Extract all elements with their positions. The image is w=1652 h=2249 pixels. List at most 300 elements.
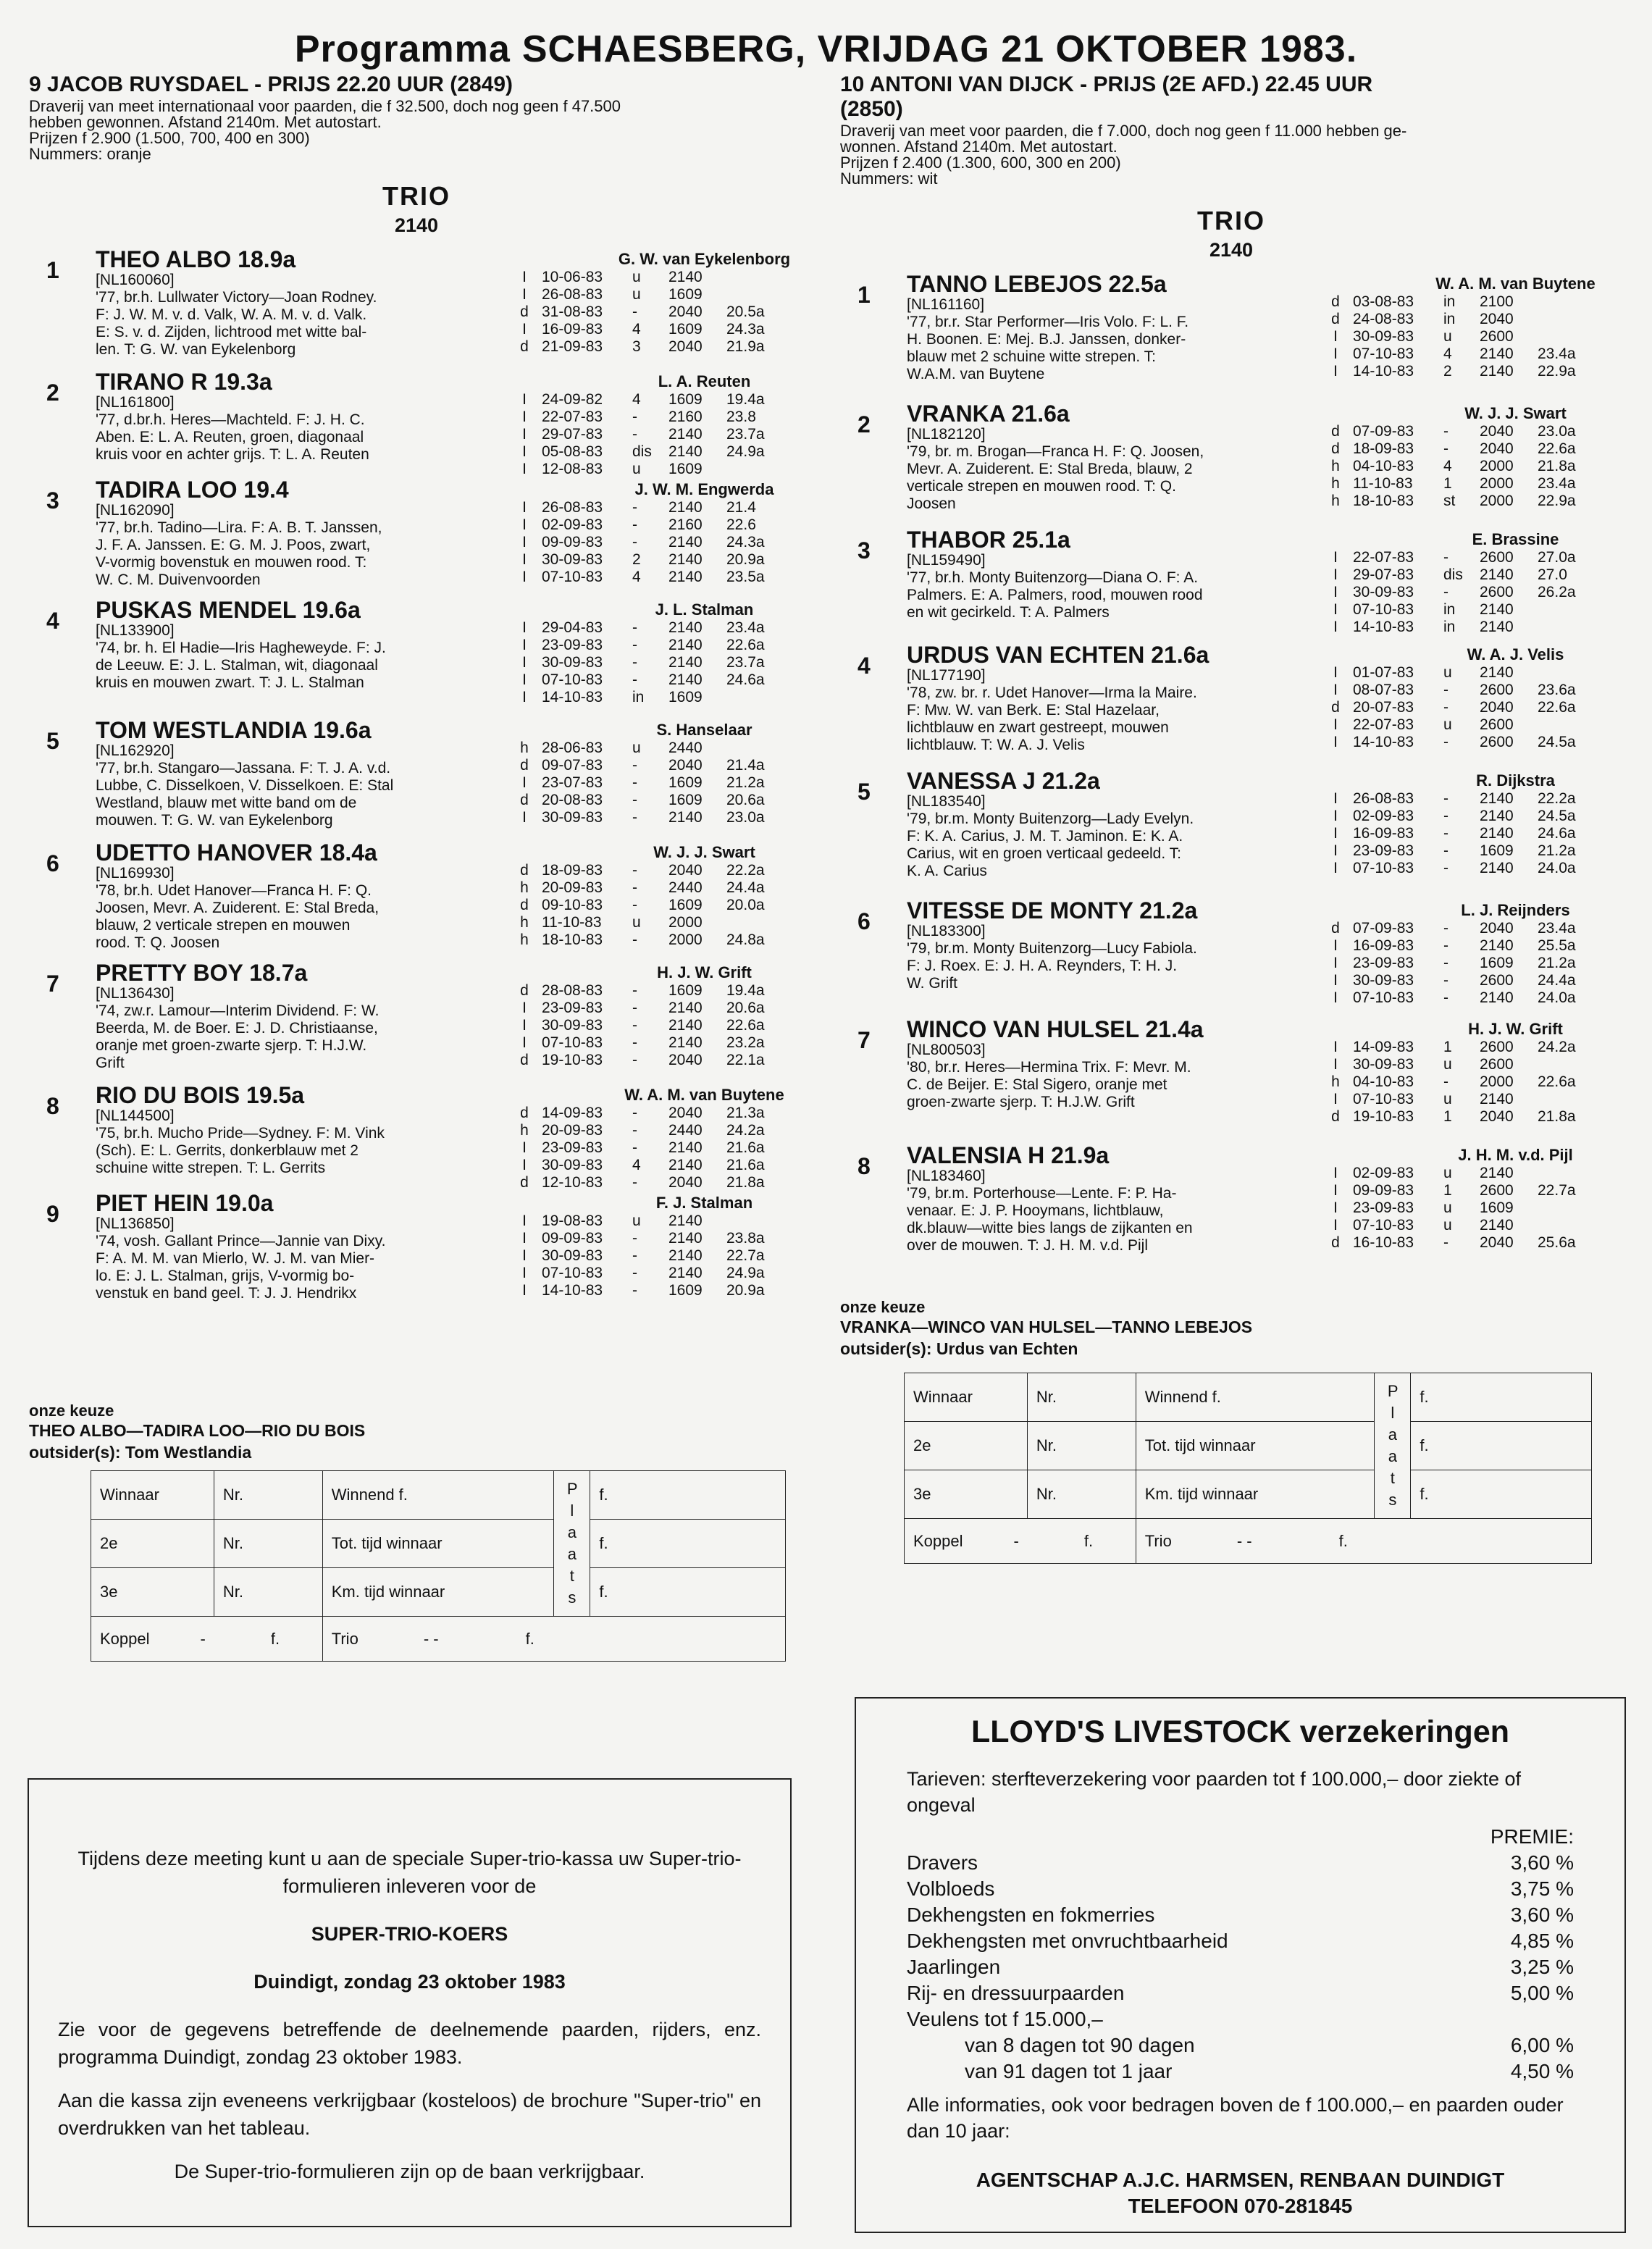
premie-row [907, 2006, 1574, 2032]
race-history-row [507, 1247, 792, 1265]
race-history-row [507, 1265, 792, 1282]
track-code: h [1331, 475, 1340, 492]
race-10-description [840, 123, 1630, 187]
horse-detail-line: '77, br.h. Lullwater Victory—Joan Rodney. [96, 289, 377, 306]
horse-info [907, 272, 1334, 383]
race-history-row [1318, 1182, 1603, 1199]
horse-trainer: R. Dijkstra [1476, 771, 1555, 790]
race-time: 22.2a [726, 862, 765, 879]
horse-detail-line: '77, br.h. Monty Buitenzorg—Diana O. F: A. [907, 569, 1199, 586]
race-date: 22-07-83 [542, 409, 603, 425]
track-code: I [522, 516, 527, 533]
race-place: 4 [1443, 458, 1452, 474]
horse-info [96, 1083, 523, 1177]
race-distance: 2040 [1480, 423, 1514, 440]
race-date: 22-07-83 [1353, 716, 1414, 733]
horse-detail-line: en wit gecirkeld. T: A. Palmers [907, 604, 1110, 621]
horse-entry [29, 477, 818, 587]
horse-detail-line: [NL161800] [96, 394, 175, 411]
race-10-column [840, 72, 1630, 1259]
horse-race-history [1318, 790, 1603, 877]
premie-category: Volbloeds [907, 1877, 995, 1900]
race-place: - [632, 654, 637, 671]
premie-row [907, 1850, 1574, 1876]
race-distance: 2000 [1480, 1073, 1514, 1090]
horse-name: THABOR 25.1a [907, 527, 1070, 553]
race-place: in [1443, 311, 1456, 327]
horse-race-history [507, 862, 792, 949]
race-distance: 2140 [668, 551, 703, 568]
race-history-row [507, 689, 792, 706]
race-history-row [1318, 1056, 1603, 1073]
race-place: st [1443, 493, 1456, 509]
race-date: 16-09-83 [542, 321, 603, 338]
race-place: - [1443, 808, 1448, 824]
premie-row [907, 2059, 1574, 2085]
race-history-row [1318, 584, 1603, 601]
track-code: I [522, 1282, 527, 1299]
race-time [726, 914, 792, 931]
horse-info [907, 768, 1334, 880]
race-time: 24.0a [1538, 860, 1576, 876]
race-distance: 2140 [668, 1213, 703, 1229]
trio-distance: 2140 [394, 214, 439, 236]
super-trio-info: Zie voor de gegevens betreffende de deelnemende paarden, rijders, enz. programma Duindigt, zondag 23 oktober 1983. [58, 2019, 761, 2068]
f-cell: f. [1411, 1373, 1592, 1422]
race-place: u [1443, 1056, 1452, 1073]
race-date: 16-10-83 [1353, 1234, 1414, 1251]
race-history-row [507, 551, 792, 569]
horse-info [96, 718, 523, 829]
horse-detail-line: Westland, blauw met witte band om de [96, 795, 357, 811]
premie-category: Jaarlingen [907, 1956, 1001, 1978]
horse-detail-line: '78, zw. br. r. Udet Hanover—Irma la Maire. [907, 684, 1197, 701]
horse-detail-line: len. T: G. W. van Eykelenborg [96, 341, 296, 358]
race-date: 16-09-83 [1353, 825, 1414, 842]
horse-detail-line: [NL136430] [96, 985, 175, 1002]
race-history-row [507, 1105, 792, 1122]
race-place: - [1443, 989, 1448, 1006]
race-time: 21.6a [726, 1139, 765, 1156]
race-place: - [632, 1122, 637, 1139]
race-date: 12-08-83 [542, 461, 603, 477]
race-place: - [632, 809, 637, 826]
race-date: 04-10-83 [1353, 458, 1414, 474]
horse-name: WINCO VAN HULSEL 21.4a [907, 1016, 1204, 1042]
race-time [1538, 1091, 1603, 1108]
race-place: - [632, 303, 637, 320]
track-code: I [1333, 619, 1338, 635]
race-9-column [29, 72, 818, 1303]
track-code: I [522, 569, 527, 585]
race-time: 22.6a [1538, 1073, 1576, 1090]
race-place: 2 [1443, 363, 1452, 380]
horse-detail-line: over de mouwen. T: J. H. M. v.d. Pijl [907, 1237, 1149, 1254]
race-place: u [1443, 1165, 1452, 1181]
race-place: u [632, 740, 641, 756]
premie-row [907, 1954, 1574, 1980]
race-time: 24.6a [1538, 825, 1576, 842]
horse-race-history [507, 1105, 792, 1191]
race-time: 24.3a [726, 534, 765, 550]
tot-tijd-label: Tot. tijd winnaar [322, 1520, 554, 1568]
race-place: 4 [632, 391, 641, 408]
page-title [0, 28, 1652, 71]
horse-detail-line: [NL136850] [96, 1215, 175, 1232]
horse-entry [29, 1191, 818, 1303]
race-date: 09-09-83 [542, 1230, 603, 1247]
race-history-row [1318, 601, 1603, 619]
race-date: 30-09-83 [1353, 1056, 1414, 1073]
desc-line: Nummers: oranje [29, 145, 151, 163]
race-history-row [1318, 972, 1603, 989]
race-place: - [632, 534, 637, 550]
race-time [726, 740, 792, 757]
race-date: 18-10-83 [542, 931, 603, 948]
race-history-row [507, 286, 792, 303]
nr-label: Nr. [214, 1568, 322, 1617]
race-history-row [507, 461, 792, 478]
race-history-row [1318, 475, 1603, 493]
race-time [726, 1213, 792, 1230]
super-trio-forms: De Super-trio-formulieren zijn op de baan verkrijgbaar. [174, 2161, 645, 2182]
track-code: I [1333, 1199, 1338, 1216]
horse-detail-line: [NL133900] [96, 622, 175, 639]
race-place: - [1443, 440, 1448, 457]
race-date: 30-09-83 [542, 551, 603, 568]
race-distance: 1609 [668, 689, 703, 705]
track-code: d [520, 1052, 529, 1068]
horse-info [96, 960, 523, 1072]
horse-detail-line: Mevr. A. Zuiderent. E: Stal Breda, blauw, 2 [907, 461, 1193, 477]
horse-detail-line: '74, br. h. El Hadie—Iris Hagheweyde. F: J. [96, 640, 386, 656]
race-place: - [1443, 937, 1448, 954]
race-time: 22.6 [726, 516, 756, 533]
race-place: u [1443, 664, 1452, 681]
race-place: dis [632, 443, 652, 460]
horse-detail-line: Palmers. E: A. Palmers, rood, mouwen rood [907, 587, 1203, 603]
horse-race-history [507, 1213, 792, 1299]
race-distance: 2140 [1480, 664, 1514, 681]
race-distance: 1609 [668, 321, 703, 338]
race-history-row [507, 654, 792, 671]
race-history-row [507, 1017, 792, 1034]
horse-race-history [507, 391, 792, 478]
race-9-horses [29, 247, 818, 1303]
track-code: I [1333, 1039, 1338, 1055]
f-text: f. [525, 1629, 534, 1648]
horse-trainer: W. A. M. van Buytene [624, 1086, 784, 1104]
race-distance: 2140 [668, 671, 703, 688]
horse-race-history [1318, 664, 1603, 751]
race-history-row [507, 391, 792, 409]
race-date: 23-09-83 [542, 1139, 603, 1156]
premie-category: Dravers [907, 1851, 978, 1874]
race-distance: 2040 [668, 1105, 703, 1121]
race-distance: 2160 [668, 409, 703, 425]
horse-name: VITESSE DE MONTY 21.2a [907, 897, 1198, 924]
horse-detail-line: Carius, wit en groen verticaal gedeeld. T: [907, 845, 1181, 862]
track-code: I [1333, 825, 1338, 842]
race-distance: 2000 [1480, 458, 1514, 474]
horse-info [96, 1191, 523, 1302]
race-place: - [632, 1017, 637, 1034]
race-history-row [1318, 1165, 1603, 1182]
race-10-keuze [840, 1298, 1630, 1360]
race-time [1538, 1217, 1603, 1234]
track-code: d [1331, 699, 1340, 716]
desc-line: Nummers: wit [840, 169, 938, 188]
race-date: 18-09-83 [1353, 440, 1414, 457]
race-history-row [507, 619, 792, 637]
horse-entry [29, 598, 818, 708]
race-history-row [507, 897, 792, 914]
super-trio-box [28, 1778, 792, 2227]
race-history-row [1318, 549, 1603, 566]
race-time: 21.8a [1538, 458, 1576, 474]
third-label: 3e [905, 1470, 1028, 1519]
horse-detail-line: rood. T: Q. Joosen [96, 934, 220, 951]
race-time: 24.6a [726, 671, 765, 688]
race-time: 27.0a [1538, 549, 1576, 566]
horse-name: VRANKA 21.6a [907, 401, 1070, 427]
race-time [726, 461, 792, 478]
race-place: u [632, 461, 641, 477]
race-distance: 2140 [668, 269, 703, 285]
track-code: I [522, 321, 527, 338]
horse-number: 7 [46, 971, 59, 997]
race-distance: 2040 [1480, 440, 1514, 457]
horse-detail-line: [NL182120] [907, 426, 986, 443]
race-history-row [1318, 311, 1603, 328]
race-time [1538, 328, 1603, 345]
horse-detail-line: [NL162920] [96, 742, 175, 759]
race-time: 23.0a [726, 809, 765, 826]
track-code: I [1333, 1217, 1338, 1234]
race-date: 23-09-83 [542, 1000, 603, 1016]
race-place: - [1443, 920, 1448, 937]
race-place: - [632, 1139, 637, 1156]
koppel-label: Koppel [913, 1531, 963, 1550]
track-code: d [1331, 293, 1340, 310]
lloyds-phone: TELEFOON 070-281845 [1128, 2195, 1353, 2217]
track-code: I [1333, 972, 1338, 989]
race-time [1538, 1165, 1603, 1182]
race-date: 30-09-83 [542, 654, 603, 671]
horse-name: VALENSIA H 21.9a [907, 1142, 1110, 1168]
race-time: 21.8a [1538, 1108, 1576, 1125]
race-date: 20-07-83 [1353, 699, 1414, 716]
dash: - - [423, 1629, 439, 1648]
trio-row [322, 1617, 785, 1662]
track-code: h [520, 914, 529, 931]
track-code: I [522, 637, 527, 653]
horse-detail-line: kruis en mouwen zwart. T: J. L. Stalman [96, 674, 364, 691]
race-distance: 2140 [1480, 1091, 1514, 1107]
horse-number: 6 [46, 850, 59, 876]
race-history-row [507, 982, 792, 1000]
race-date: 14-09-83 [1353, 1039, 1414, 1055]
lloyds-footer: Alle informaties, ook voor bedragen boven de f 100.000,– en paarden ouder dan 10 jaar: [907, 2094, 1564, 2142]
track-code: I [1333, 601, 1338, 618]
track-code: I [522, 1265, 527, 1281]
lloyds-title: LLOYD'S LIVESTOCK verzekeringen [970, 1714, 1509, 1749]
race-distance: 1609 [668, 774, 703, 791]
race-distance: 2040 [668, 862, 703, 879]
track-code: d [520, 982, 529, 999]
race-date: 28-08-83 [542, 982, 603, 999]
horse-entry [840, 1143, 1630, 1259]
race-history-row [1318, 734, 1603, 751]
race-date: 18-09-83 [542, 862, 603, 879]
race-date: 09-09-83 [1353, 1182, 1414, 1199]
horse-info [907, 898, 1334, 992]
race-time: 23.8a [726, 1230, 765, 1247]
race-history-row [1318, 1073, 1603, 1091]
race-9-results-table [91, 1470, 786, 1662]
race-date: 02-09-83 [1353, 808, 1414, 824]
premie-table [907, 1850, 1574, 2085]
horse-detail-line: '80, br.r. Heres—Hermina Trix. F: Mevr. M. [907, 1059, 1191, 1076]
horse-detail-line: W. C. M. Duivenvoorden [96, 571, 261, 588]
race-date: 23-09-83 [1353, 1199, 1414, 1216]
track-code: I [522, 774, 527, 791]
race-time: 22.6a [726, 637, 765, 653]
race-place: - [1443, 682, 1448, 698]
premie-row [907, 1980, 1574, 2006]
race-place: - [632, 1174, 637, 1191]
horse-trainer: W. J. J. Swart [653, 843, 755, 861]
horse-detail-line: '74, zw.r. Lamour—Interim Dividend. F: W. [96, 1002, 380, 1019]
race-place: 2 [632, 551, 641, 568]
horse-detail-line: venstuk en band geel. T: J. J. Hendrikx [96, 1285, 357, 1302]
track-code: I [522, 426, 527, 443]
f-cell: f. [590, 1471, 786, 1520]
f-cell: f. [590, 1520, 786, 1568]
race-time: 23.4a [1538, 475, 1576, 492]
race-time: 23.6a [1538, 682, 1576, 698]
f-cell: f. [1411, 1422, 1592, 1470]
winnend-label: Winnend f. [1136, 1373, 1375, 1422]
race-distance: 2000 [1480, 475, 1514, 492]
race-place: - [1443, 842, 1448, 859]
race-history-row [1318, 493, 1603, 510]
track-code: d [1331, 1108, 1340, 1125]
race-place: u [1443, 1217, 1452, 1234]
horse-detail-line: Joosen, Mevr. A. Zuiderent. E: Stal Breda, [96, 900, 380, 916]
horse-number: 2 [46, 380, 59, 406]
horse-info [96, 247, 523, 359]
premie-value [1472, 2006, 1574, 2032]
race-distance: 2140 [1480, 619, 1514, 635]
winnaar-label: Winnaar [91, 1471, 214, 1520]
race-place: - [632, 1105, 637, 1121]
horse-detail-line: schuine witte strepen. T: L. Gerrits [96, 1160, 326, 1176]
race-history-row [507, 1213, 792, 1230]
race-distance: 2140 [668, 534, 703, 550]
horse-name: TADIRA LOO 19.4 [96, 477, 289, 503]
title-part-a: Programma [294, 28, 511, 70]
race-date: 09-10-83 [542, 897, 603, 913]
race-place: - [1443, 825, 1448, 842]
race-distance: 2140 [1480, 790, 1514, 807]
track-code: I [1333, 566, 1338, 583]
race-10-heading-line2: (2850) [840, 97, 903, 121]
horse-detail-line: [NL160060] [96, 272, 175, 288]
race-place: - [1443, 699, 1448, 716]
track-code: I [522, 461, 527, 477]
race-place: - [632, 637, 637, 653]
race-history-row [507, 862, 792, 879]
race-distance: 1609 [668, 792, 703, 808]
race-place: - [632, 499, 637, 516]
race-date: 09-07-83 [542, 757, 603, 774]
track-code: d [520, 792, 529, 808]
race-time: 21.3a [726, 1105, 765, 1121]
race-history-row [507, 792, 792, 809]
race-distance: 2140 [668, 1230, 703, 1247]
track-code: I [522, 1034, 527, 1051]
race-date: 07-10-83 [1353, 601, 1414, 618]
race-place: u [1443, 328, 1452, 345]
track-code: I [1333, 345, 1338, 362]
horse-detail-line: '79, br.m. Monty Buitenzorg—Lucy Fabiola. [907, 940, 1197, 957]
horse-name: TANNO LEBEJOS 22.5a [907, 271, 1167, 297]
horse-race-history [507, 740, 792, 826]
race-distance: 2000 [668, 931, 703, 948]
race-distance: 1609 [1480, 955, 1514, 971]
race-distance: 2140 [1480, 860, 1514, 876]
race-place: in [632, 689, 645, 705]
horse-number: 9 [46, 1201, 59, 1227]
race-place: 1 [1443, 1108, 1452, 1125]
race-history-row [1318, 566, 1603, 584]
race-time: 24.2a [726, 1122, 765, 1139]
horse-info [907, 1017, 1334, 1111]
track-code: h [520, 879, 529, 896]
horse-number: 1 [46, 257, 59, 283]
race-distance: 2140 [1480, 601, 1514, 618]
horse-detail-line: blauw met 2 schuine witte strepen. T: [907, 348, 1156, 365]
track-code: d [520, 862, 529, 879]
race-date: 14-10-83 [542, 689, 603, 705]
race-date: 30-09-83 [542, 1017, 603, 1034]
race-date: 19-08-83 [542, 1213, 603, 1229]
horse-detail-line: groen-zwarte sjerp. T: H.J.W. Grift [907, 1094, 1135, 1110]
horse-detail-line: V-vormig bovenstuk en mouwen rood. T: [96, 554, 367, 571]
horse-trainer: J. W. M. Engwerda [634, 480, 774, 498]
track-code: h [1331, 1073, 1340, 1090]
horse-trainer: W. A. J. Velis [1467, 645, 1564, 663]
race-time: 22.9a [1538, 493, 1576, 509]
track-code: I [522, 499, 527, 516]
race-history-row [507, 1139, 792, 1157]
premie-category: Dekhengsten en fokmerries [907, 1904, 1155, 1926]
race-time [1538, 716, 1603, 734]
race-history-row [1318, 842, 1603, 860]
horse-detail-line: '74, vosh. Gallant Prince—Jannie van Dixy. [96, 1233, 386, 1249]
race-history-row [1318, 716, 1603, 734]
track-code: h [520, 931, 529, 948]
race-distance: 2140 [668, 426, 703, 443]
horse-name: RIO DU BOIS 19.5a [96, 1082, 305, 1108]
race-history-row [507, 1052, 792, 1069]
race-place: - [632, 897, 637, 913]
horse-entry [840, 527, 1630, 635]
horse-detail-line: oranje met groen-zwarte sjerp. T: H.J.W. [96, 1037, 367, 1054]
horse-detail-line: '77, d.br.h. Heres—Machteld. F: J. H. C. [96, 411, 365, 428]
race-place: - [632, 671, 637, 688]
